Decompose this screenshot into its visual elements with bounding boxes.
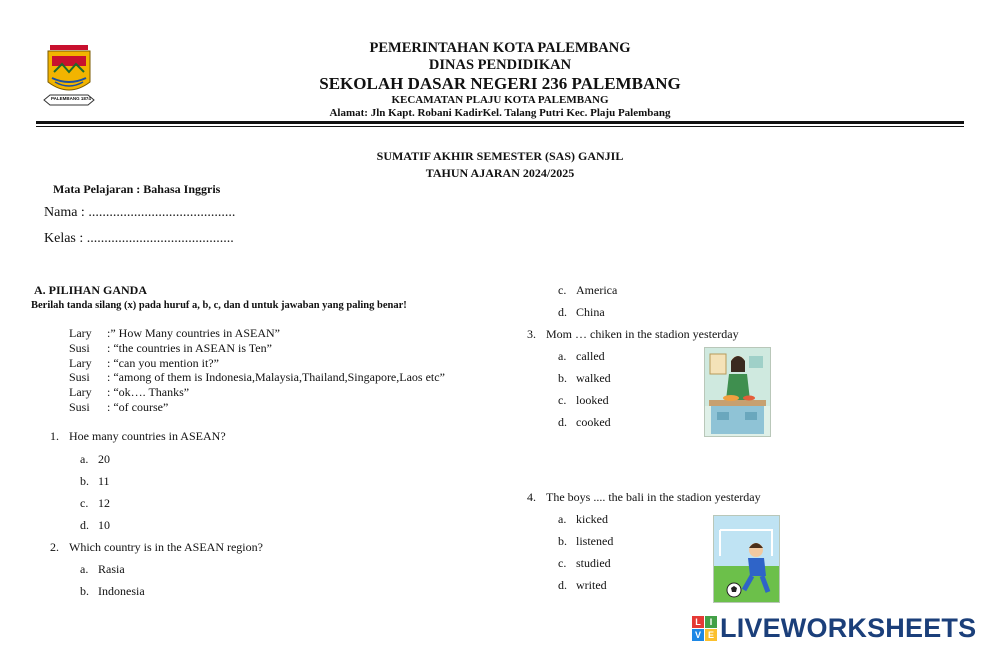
option-text: called	[576, 349, 605, 363]
option-text: 12	[98, 496, 110, 510]
logo-letter: E	[705, 629, 717, 641]
option-letter: a.	[80, 562, 89, 576]
logo-letter: L	[692, 616, 704, 628]
q1-option-c[interactable]	[80, 496, 110, 511]
question-number: 3.	[527, 327, 536, 341]
question-text: Which country is in the ASEAN region?	[69, 540, 263, 554]
option-text: China	[576, 305, 605, 319]
header-district: KECAMATAN PLAJU KOTA PALEMBANG	[391, 94, 609, 106]
option-text: listened	[576, 534, 614, 548]
section-instruction: Berilah tanda silang (x) pada huruf a, b, c, dan d untuk jawaban yang paling benar!	[31, 300, 407, 311]
class-field[interactable]: Kelas : ..........................................	[44, 231, 234, 246]
name-field[interactable]: Nama : ..........................................	[44, 205, 236, 220]
dialog-line	[69, 370, 445, 385]
option-letter: d.	[558, 578, 567, 592]
option-text: 11	[98, 474, 110, 488]
question-3	[527, 327, 739, 342]
option-letter: b.	[558, 534, 567, 548]
option-letter: c.	[558, 393, 567, 407]
dialog-line	[69, 341, 445, 356]
option-letter: b.	[80, 584, 89, 598]
dialog-text: : “ok…. Thanks”	[107, 385, 190, 400]
cooking-illustration	[704, 347, 771, 437]
header-department: DINAS PENDIDIKAN	[428, 57, 572, 73]
logo-letter: V	[692, 629, 704, 641]
dialog-line	[69, 400, 445, 415]
dialog-speaker: Susi	[69, 399, 90, 414]
exam-year: TAHUN AJARAN 2024/2025	[425, 166, 575, 180]
dialog-text: : “the countries in ASEAN is Ten”	[107, 340, 272, 355]
option-letter: a.	[80, 452, 89, 466]
option-letter: c.	[558, 556, 567, 570]
option-letter: d.	[80, 518, 89, 532]
option-text: 10	[98, 518, 110, 532]
question-4	[527, 490, 761, 505]
option-letter: a.	[558, 349, 567, 363]
option-text: looked	[576, 393, 609, 407]
option-text: America	[576, 283, 618, 297]
question-text: The boys .... the bali in the stadion yesterday	[546, 490, 761, 504]
q3-option-a[interactable]	[558, 349, 605, 364]
dialog-speaker: Lary	[69, 385, 92, 400]
liveworksheets-logo-icon	[692, 616, 717, 641]
question-number: 1.	[50, 429, 59, 443]
liveworksheets-brand[interactable]	[692, 613, 976, 643]
q2-option-b[interactable]	[80, 584, 145, 599]
boy-kicking-ball-icon	[714, 516, 779, 602]
option-letter: b.	[80, 474, 89, 488]
q4-option-b[interactable]	[558, 534, 613, 549]
q1-option-d[interactable]	[80, 518, 110, 533]
question-text: Mom … chiken in the stadion yesterday	[546, 327, 739, 341]
emblem-ribbon-text: PALEMBANG 1874	[51, 96, 91, 101]
logo-letter: I	[705, 616, 717, 628]
dialog	[69, 326, 445, 415]
question-1	[50, 429, 226, 444]
option-text: 20	[98, 452, 110, 466]
exam-title: SUMATIF AKHIR SEMESTER (SAS) GANJIL	[376, 149, 624, 163]
dialog-speaker: Susi	[69, 370, 90, 385]
option-letter: c.	[80, 496, 89, 510]
question-2	[50, 540, 263, 555]
q3-option-b[interactable]	[558, 371, 611, 386]
q4-option-c[interactable]	[558, 556, 611, 571]
dialog-text: :” How Many countries in ASEAN”	[107, 326, 280, 340]
q3-option-c[interactable]	[558, 393, 609, 408]
question-number: 4.	[527, 490, 536, 504]
dialog-speaker: Lary	[69, 355, 92, 370]
dialog-line	[69, 356, 445, 371]
dialog-text: : “of course”	[107, 399, 169, 414]
section-title: A. PILIHAN GANDA	[34, 283, 148, 297]
option-letter: b.	[558, 371, 567, 385]
question-text: Hoe many countries in ASEAN?	[69, 429, 226, 443]
option-letter: a.	[558, 512, 567, 526]
q2-option-c[interactable]	[558, 283, 617, 298]
option-text: writed	[576, 578, 607, 592]
option-text: walked	[576, 371, 611, 385]
option-letter: c.	[558, 283, 567, 297]
header-address: Alamat: Jln Kapt. Robani KadirKel. Talang Putri Kec. Plaju Palembang	[329, 107, 671, 119]
q4-option-d[interactable]	[558, 578, 607, 593]
option-letter: d.	[558, 415, 567, 429]
dialog-speaker: Susi	[69, 340, 90, 355]
dialog-text: : “among of them is Indonesia,Malaysia,Thailand,Singapore,Laos etc”	[107, 370, 445, 385]
option-text: kicked	[576, 512, 608, 526]
option-text: Rasia	[98, 562, 125, 576]
subject-label: Mata Pelajaran : Bahasa Inggris	[53, 182, 221, 196]
dialog-text: : “can you mention it?”	[107, 355, 219, 370]
header-divider-thick	[36, 121, 964, 124]
liveworksheets-wordmark: LIVEWORKSHEETS	[720, 612, 977, 643]
option-text: studied	[576, 556, 611, 570]
option-text: cooked	[576, 415, 611, 429]
dialog-line	[69, 326, 445, 341]
q3-option-d[interactable]	[558, 415, 611, 430]
q4-option-a[interactable]	[558, 512, 608, 527]
q2-option-a[interactable]	[80, 562, 125, 577]
header-divider-thin	[36, 126, 964, 127]
header-government: PEMERINTAHAN KOTA PALEMBANG	[369, 40, 631, 56]
dialog-line	[69, 385, 445, 400]
dialog-speaker: Lary	[69, 326, 92, 340]
woman-cooking-icon	[705, 348, 770, 436]
option-letter: d.	[558, 305, 567, 319]
header-school-name: SEKOLAH DASAR NEGERI 236 PALEMBANG	[319, 74, 681, 93]
question-number: 2.	[50, 540, 59, 554]
q2-option-d[interactable]	[558, 305, 605, 320]
q1-option-a[interactable]	[80, 452, 110, 467]
q1-option-b[interactable]	[80, 474, 110, 489]
football-illustration	[713, 515, 780, 603]
option-text: Indonesia	[98, 584, 145, 598]
